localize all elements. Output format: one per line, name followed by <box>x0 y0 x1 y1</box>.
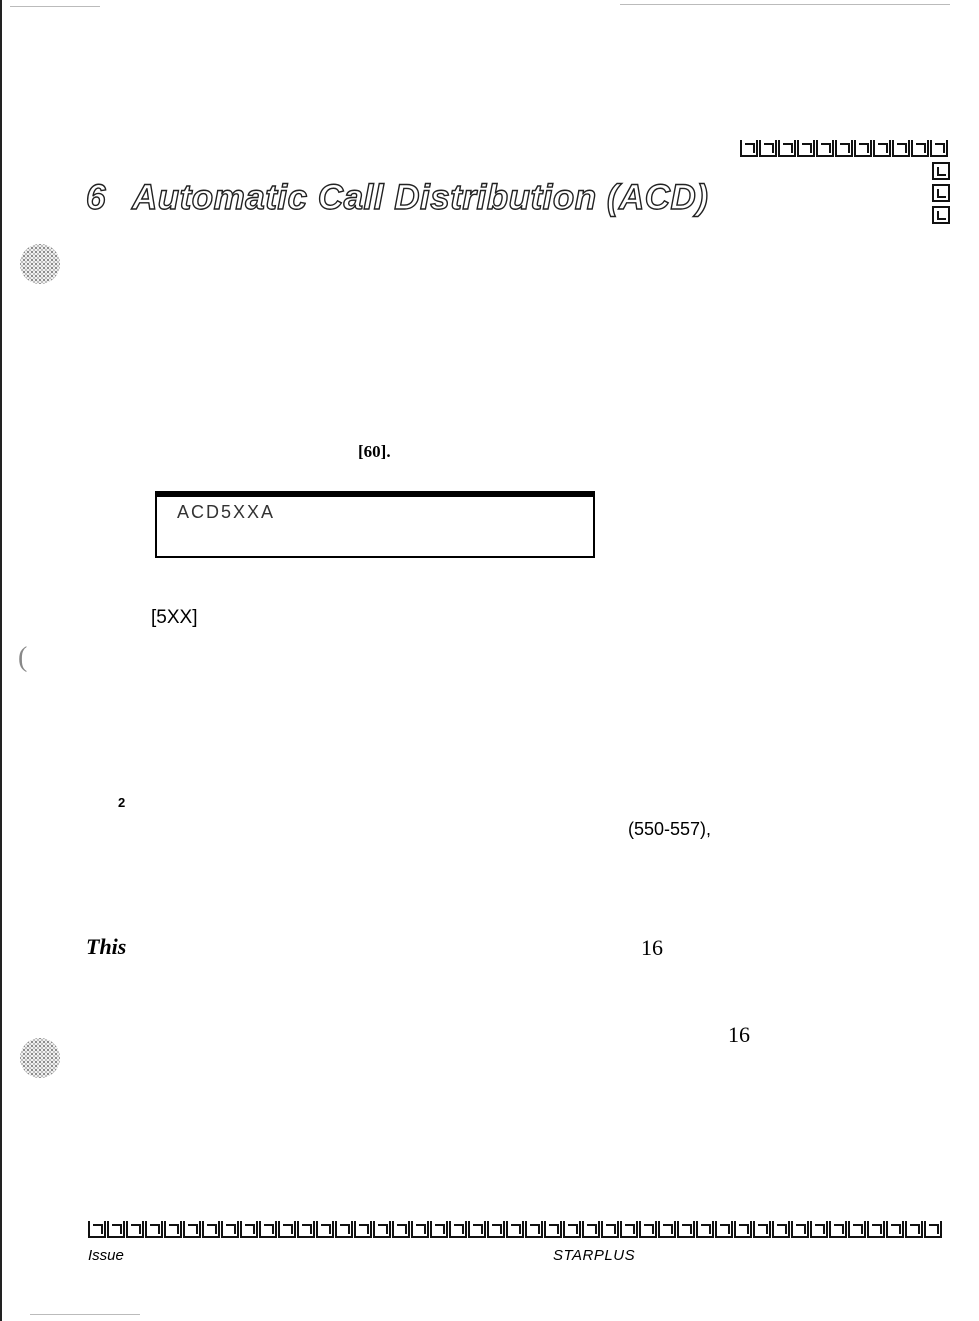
key-motif <box>639 1221 657 1238</box>
key-motif <box>411 1221 429 1238</box>
key-motif <box>932 184 950 202</box>
key-motif <box>354 1221 372 1238</box>
key-motif <box>221 1221 239 1238</box>
key-motif <box>924 1221 942 1238</box>
key-motif <box>563 1221 581 1238</box>
key-motif <box>487 1221 505 1238</box>
dotted-circle-icon <box>20 1038 60 1078</box>
key-motif <box>658 1221 676 1238</box>
key-motif <box>797 140 815 157</box>
key-motif <box>930 140 948 157</box>
key-motif <box>867 1221 885 1238</box>
key-motif <box>126 1221 144 1238</box>
scan-speck <box>620 4 950 5</box>
page-edge-rule <box>0 0 2 1321</box>
key-motif <box>886 1221 904 1238</box>
key-motif <box>525 1221 543 1238</box>
key-motif <box>740 140 758 157</box>
code-60: [60]. <box>358 442 391 461</box>
key-motif <box>392 1221 410 1238</box>
key-motif <box>183 1221 201 1238</box>
dotted-circle-icon <box>20 244 60 284</box>
key-motif <box>791 1221 809 1238</box>
key-motif <box>810 1221 828 1238</box>
key-motif <box>759 140 777 157</box>
key-motif <box>873 140 891 157</box>
word-this: This <box>86 934 127 959</box>
key-motif <box>854 140 872 157</box>
key-motif <box>430 1221 448 1238</box>
key-motif <box>601 1221 619 1238</box>
key-motif <box>696 1221 714 1238</box>
code-5xx: [5XX] <box>151 607 198 628</box>
key-motif <box>835 140 853 157</box>
chapter-title: Automatic Call Distribution (ACD) <box>131 178 709 217</box>
step-number: 2 <box>118 795 126 810</box>
footer-brand: STARPLUS <box>553 1247 636 1264</box>
key-motif <box>911 140 929 157</box>
chapter-number: 6 <box>86 178 106 217</box>
key-motif <box>164 1221 182 1238</box>
key-motif <box>88 1221 106 1238</box>
number-16-a: 16 <box>641 935 663 960</box>
key-motif <box>620 1221 638 1238</box>
key-motif <box>905 1221 923 1238</box>
bottom-key-border <box>88 1221 943 1241</box>
key-motif <box>932 206 950 224</box>
key-motif <box>829 1221 847 1238</box>
key-motif <box>107 1221 125 1238</box>
key-motif <box>449 1221 467 1238</box>
key-motif <box>734 1221 752 1238</box>
display-line-1: ACD5XXA <box>177 502 276 522</box>
right-key-border <box>932 162 950 228</box>
key-motif <box>544 1221 562 1238</box>
number-16-b: 16 <box>728 1022 750 1047</box>
margin-paren-mark: ( <box>18 642 28 673</box>
key-motif <box>240 1221 258 1238</box>
key-motif <box>778 140 796 157</box>
key-motif <box>297 1221 315 1238</box>
scan-speck <box>10 6 100 7</box>
extension-range: (550-557), <box>628 819 712 839</box>
top-key-border <box>740 140 949 160</box>
key-motif <box>373 1221 391 1238</box>
key-motif <box>715 1221 733 1238</box>
footer-issue: Issue <box>88 1247 124 1264</box>
key-motif <box>506 1221 524 1238</box>
key-motif <box>582 1221 600 1238</box>
chapter-heading <box>86 178 708 218</box>
scan-speck <box>30 1314 140 1315</box>
key-motif <box>202 1221 220 1238</box>
key-motif <box>316 1221 334 1238</box>
key-motif <box>278 1221 296 1238</box>
key-motif <box>259 1221 277 1238</box>
key-motif <box>145 1221 163 1238</box>
telephone-display <box>155 491 595 558</box>
key-motif <box>932 162 950 180</box>
key-motif <box>677 1221 695 1238</box>
key-motif <box>816 140 834 157</box>
key-motif <box>892 140 910 157</box>
key-motif <box>753 1221 771 1238</box>
key-motif <box>468 1221 486 1238</box>
key-motif <box>772 1221 790 1238</box>
key-motif <box>335 1221 353 1238</box>
key-motif <box>848 1221 866 1238</box>
